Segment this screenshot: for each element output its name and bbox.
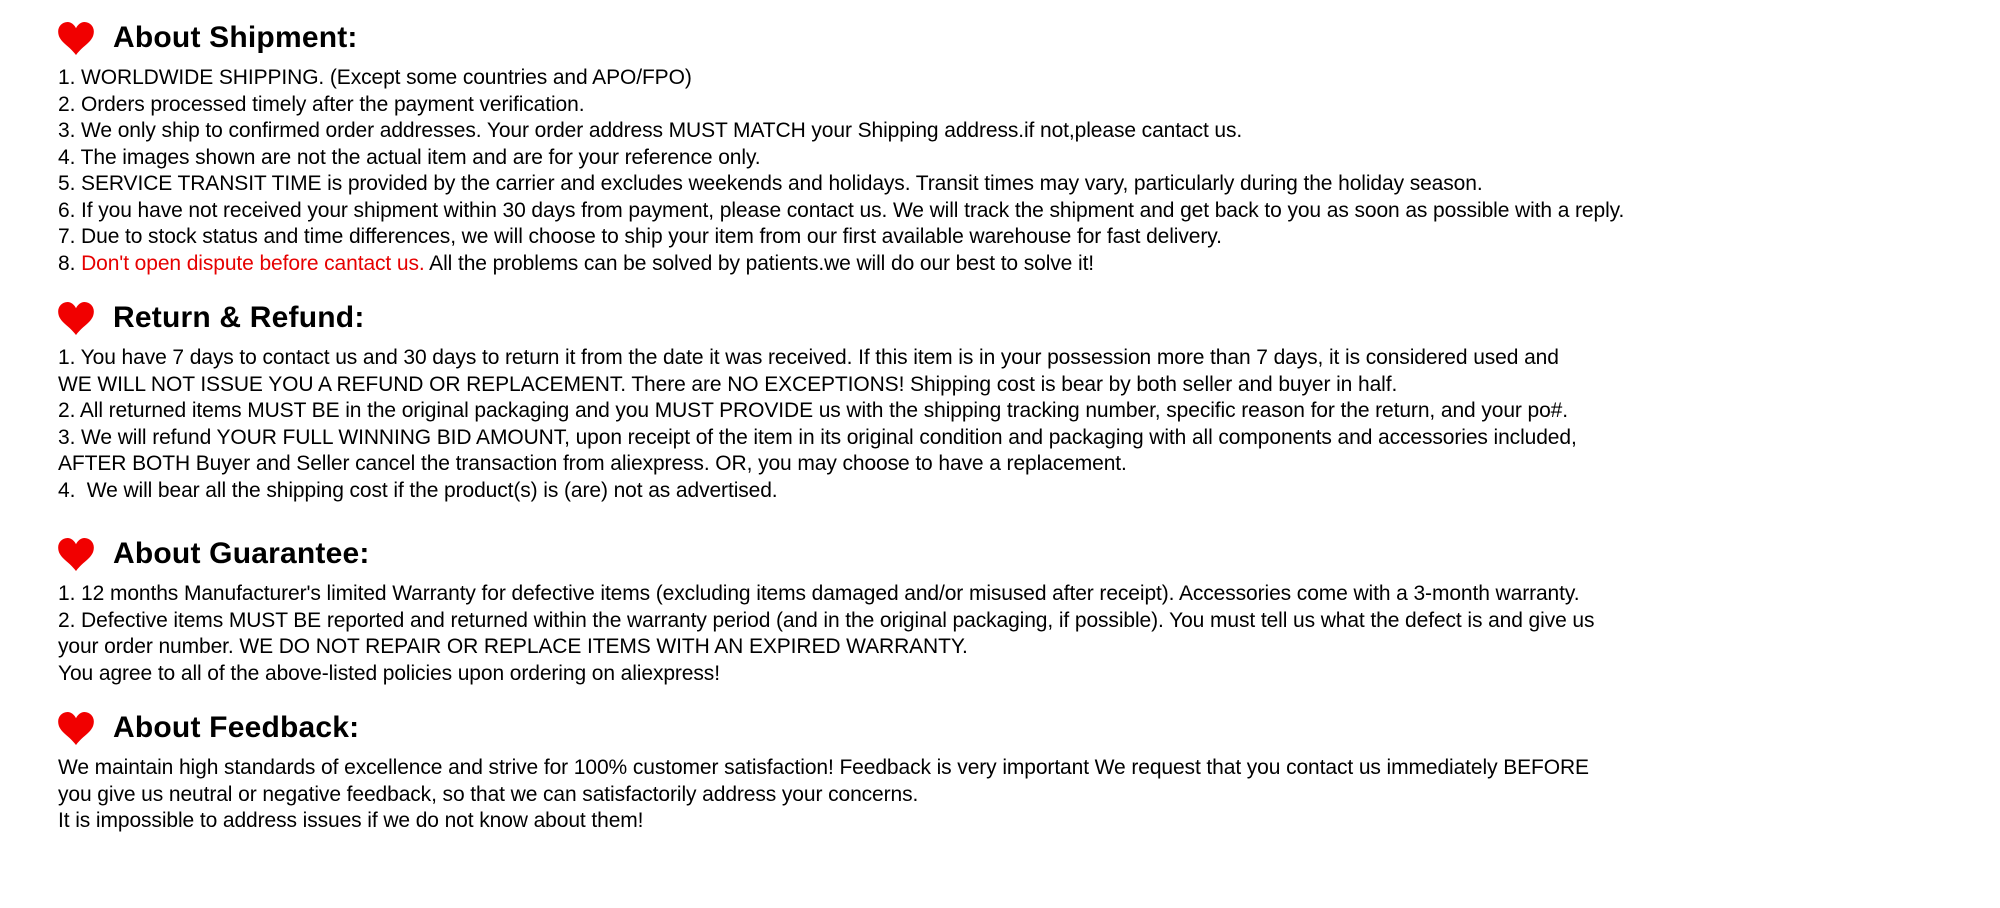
policy-line	[58, 425, 2000, 452]
policy-text-segment: 6. If you have not received your shipment within 30 days from payment, please contact us. We will track the shipment and get back to you as soon as possible with a reply.	[58, 198, 1625, 222]
policy-line	[58, 581, 2000, 608]
policy-text-segment: 7. Due to stock status and time differences, we will choose to ship your item from our first available warehouse for fast delivery.	[58, 225, 1222, 248]
policy-line	[58, 451, 2000, 478]
policy-line	[58, 372, 2000, 399]
policy-text-segment: 4. We will bear all the shipping cost if the product(s) is (are) not as advertised.	[58, 478, 778, 502]
section-body	[58, 65, 2000, 277]
policy-line	[58, 145, 2000, 172]
heart-icon	[58, 302, 94, 335]
policy-section-about-guarantee	[58, 534, 2000, 687]
policy-text-segment: 3. We will refund YOUR FULL WINNING BID AMOUNT, upon receipt of the item in its original condition and packaging with all components and accessories included,	[58, 425, 1577, 449]
policy-text-segment: your order number. WE DO NOT REPAIR OR REPLACE ITEMS WITH AN EXPIRED WARRANTY.	[58, 635, 968, 658]
policy-line	[58, 398, 2000, 425]
policy-line	[58, 65, 2000, 92]
policy-line	[58, 478, 2000, 505]
policy-text-segment: We maintain high standards of excellence and strive for 100% customer satisfaction! Feedback is very important We request that you contact us immediately BEFORE	[58, 756, 1589, 779]
policy-text-segment: It is impossible to address issues if we do not know about them!	[58, 809, 644, 832]
section-header	[58, 298, 2000, 338]
policy-text-segment: 3. We only ship to confirmed order addresses. Your order address MUST MATCH your Shipping address.if not,please cantact us.	[58, 119, 1243, 142]
policy-section-return-refund	[58, 298, 2000, 504]
policy-line	[58, 782, 2000, 809]
policy-text-segment: 1. You have 7 days to contact us and 30 days to return it from the date it was received. If this item is in your possession more than 7 days, it is considered used and	[58, 346, 1559, 369]
policy-line	[58, 118, 2000, 145]
section-title: About Feedback:	[113, 711, 360, 744]
policy-text-segment: 2. All returned items MUST BE in the original packaging and you MUST PROVIDE us with the shipping tracking number, specific reason for the return, and your po#.	[58, 399, 1568, 422]
section-header	[58, 708, 2000, 748]
policy-text-segment: 5. SERVICE TRANSIT TIME is provided by the carrier and excludes weekends and holidays. Transit times may vary, particularly during the holiday season.	[58, 172, 1483, 195]
policy-section-about-feedback	[58, 708, 2000, 835]
policy-line	[58, 171, 2000, 198]
heart-icon	[58, 22, 94, 55]
policy-text-segment: 1. WORLDWIDE SHIPPING. (Except some countries and APO/FPO)	[58, 66, 692, 89]
policy-line	[58, 608, 2000, 635]
policy-line	[58, 92, 2000, 119]
section-body	[58, 755, 2000, 835]
policy-line	[58, 755, 2000, 782]
policy-line	[58, 634, 2000, 661]
section-header	[58, 18, 2000, 58]
section-header	[58, 534, 2000, 574]
section-body	[58, 581, 2000, 687]
policy-text-segment: 2. Orders processed timely after the payment verification.	[58, 92, 585, 116]
policy-line	[58, 251, 2000, 278]
policy-text-segment: AFTER BOTH Buyer and Seller cancel the transaction from aliexpress. OR, you may choose to have a replacement.	[58, 452, 1127, 475]
policy-text-segment: 4. The images shown are not the actual item and are for your reference only.	[58, 145, 761, 169]
section-title: Return & Refund:	[113, 301, 365, 334]
policy-text-segment: All the problems can be solved by patients.we will do our best to solve it!	[424, 251, 1095, 275]
policy-line	[58, 198, 2000, 225]
policy-text-segment: You agree to all of the above-listed policies upon ordering on aliexpress!	[58, 661, 720, 685]
policy-text-segment: 1. 12 months Manufacturer's limited Warranty for defective items (excluding items damaged and/or misused after receipt). Accessories come with a 3-month warranty.	[58, 582, 1580, 605]
heart-icon	[58, 712, 94, 745]
section-title: About Guarantee:	[113, 537, 370, 570]
policy-line	[58, 661, 2000, 688]
section-body	[58, 345, 2000, 504]
policy-text-segment: 2. Defective items MUST BE reported and returned within the warranty period (and in the original packaging, if possible). You must tell us what the defect is and give us	[58, 608, 1595, 632]
highlighted-warning-text: Don't open dispute before cantact us.	[81, 251, 425, 275]
policy-text-segment: 8.	[58, 251, 82, 275]
policy-line	[58, 808, 2000, 835]
section-title: About Shipment:	[113, 21, 358, 54]
policy-section-about-shipment	[58, 18, 2000, 277]
heart-icon	[58, 538, 94, 571]
policy-line	[58, 224, 2000, 251]
policy-text-segment: WE WILL NOT ISSUE YOU A REFUND OR REPLACEMENT. There are NO EXCEPTIONS! Shipping cost is bear by both seller and buyer in half.	[58, 372, 1398, 396]
policy-text-segment: you give us neutral or negative feedback, so that we can satisfactorily address your concerns.	[58, 782, 919, 806]
policy-line	[58, 345, 2000, 372]
